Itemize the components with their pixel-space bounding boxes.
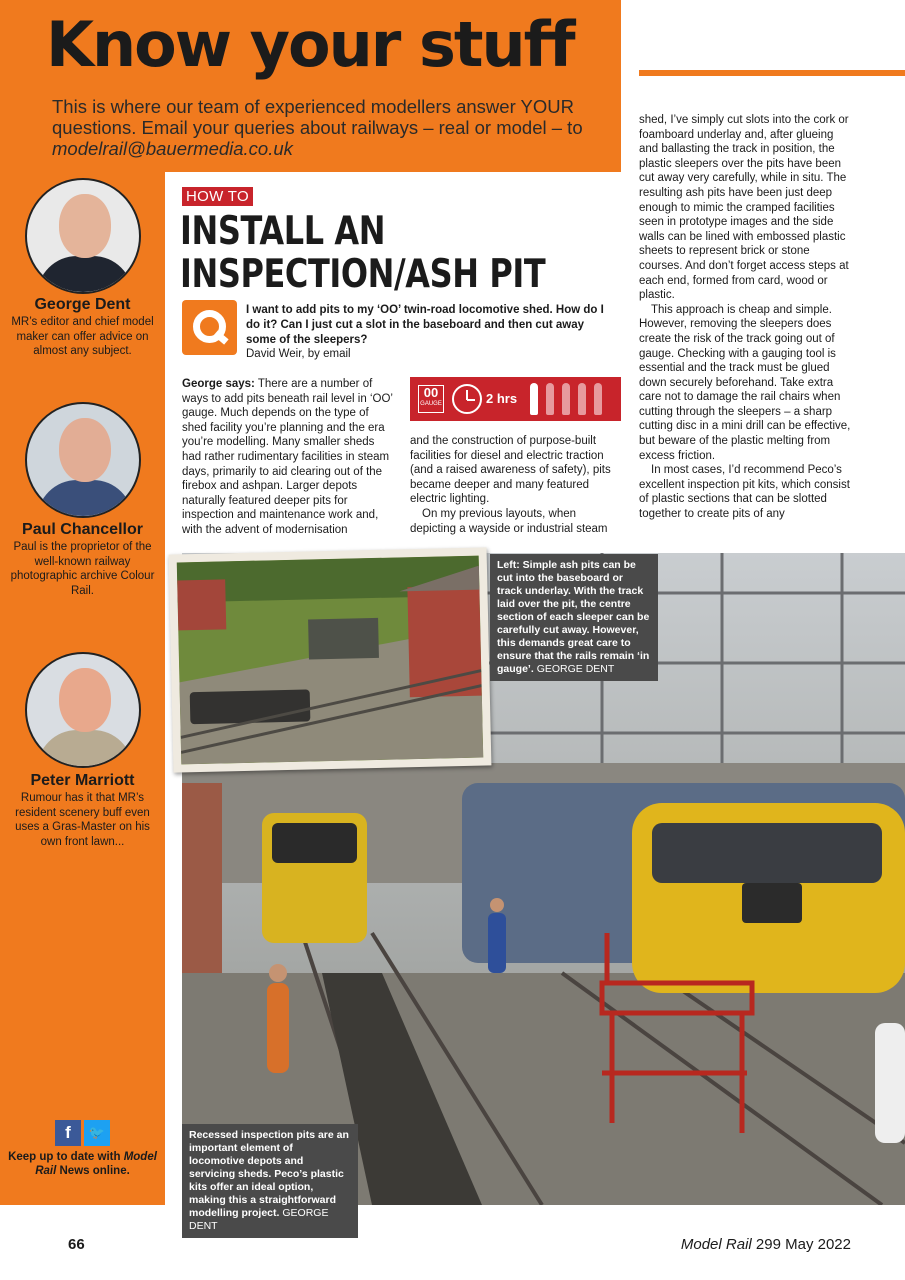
inset-photo-ash-pit xyxy=(169,547,492,772)
intro-lead: This is where our team of experienced modellers answer YOUR questions. Email your queries about railways – real or model – to xyxy=(52,96,583,138)
email-link[interactable]: modelrail@bauermedia.co.uk xyxy=(52,138,293,159)
twitter-icon[interactable]: 🐦 xyxy=(84,1120,110,1146)
question-icon xyxy=(182,300,237,355)
photo-caption-top: Left: Simple ash pits can be cut into the baseboard or track underlay. With the track laid over the pit, the centre section of each sleeper can be carefully cut away. However, this demands great care to ensure that the rails remain ‘in gauge’. GEORGE DENT xyxy=(490,554,658,681)
page-number: 66 xyxy=(68,1236,85,1253)
question-author: David Weir, by email xyxy=(246,348,351,360)
avatar xyxy=(25,402,141,518)
project-info-bar xyxy=(410,377,621,421)
photo-credit: GEORGE DENT xyxy=(189,1207,329,1232)
expert-bio: Paul is the proprietor of the well-known railway photographic archive Colour Rail. xyxy=(10,541,155,597)
expert-name: George Dent xyxy=(34,296,131,313)
article-headline: INSTALL AN INSPECTION/ASH PIT xyxy=(180,209,546,297)
article-column-3: shed, I’ve simply cut slots into the cork or foamboard underlay and, after glueing and ballasting the track in position, the plastic sleepers over the pits have been cut away very carefully, while in situ. The resulting ash pits have been just deep enough to mimic the cramped facilities seen in prototype images and the side walls can be lined with embossed plastic sheets to represent brick or stone courses. And don’t forget access steps at each end, formed from card, wood or plastic. This approach is cheap and simple. However, removing the sleepers does create the risk of the track going out of gauge. Checking with a gauging tool is essential and the track must be glued down securely beforehand. Take extra care not to damage the rail chairs when cutting through the sleepers – a sharp cutting disc in a mini drill can be effective, but beware of the plastic melting from excess friction. In most cases, I’d recommend Peco’s excellent inspection pit kits, which consist of plastic sections that can be slotted together to create pits of any xyxy=(639,114,851,521)
reader-question: I want to add pits to my ‘OO’ twin-road locomotive shed. How do I do it? Can I just cut a slot in the baseboard and then cut away some of the sleepers? xyxy=(246,304,604,346)
intro-text xyxy=(52,96,612,159)
avatar xyxy=(25,652,141,768)
section-label: HOW TO xyxy=(182,187,253,206)
avatar xyxy=(25,178,141,294)
folio: Model Rail 299 May 2022 xyxy=(680,1236,851,1253)
social-block xyxy=(0,1120,165,1178)
expert-name: Paul Chancellor xyxy=(22,521,143,538)
photo-credit: GEORGE DENT xyxy=(536,663,615,675)
expert-bio: MR’s editor and chief model maker can offer advice on almost any subject. xyxy=(11,316,154,357)
facebook-icon[interactable]: f xyxy=(55,1120,81,1146)
expert-george-dent xyxy=(0,178,165,359)
social-text: Keep up to date with Model Rail News online. xyxy=(8,1151,157,1177)
page-title: Know your stuff xyxy=(46,8,574,81)
header-banner xyxy=(0,0,621,172)
expert-bio: Rumour has it that MR’s resident scenery buff even uses a Gras-Master on his own front lawn... xyxy=(15,792,150,848)
experts-sidebar xyxy=(0,172,165,1205)
gauge-icon: 00 GAUGE xyxy=(418,385,444,413)
difficulty-tool-icon xyxy=(578,383,586,415)
difficulty-tool-icon xyxy=(594,383,602,415)
clock-icon xyxy=(452,384,482,414)
expert-peter-marriott xyxy=(0,652,165,849)
article-column-2: and the construction of purpose-built facilities for diesel and electric traction (and a raised awareness of safety), pits became deeper and many featured electric lighting. On my previous layouts, when depicting a wayside or industrial steam xyxy=(410,435,611,535)
photo-caption-bottom: Recessed inspection pits are an important element of locomotive depots and servicing sheds. Peco’s plastic kits offer an ideal option, making this a straightforward modelling project. GEORGE DENT xyxy=(182,1124,358,1238)
difficulty-tool-icon xyxy=(530,383,538,415)
answer-lead: George says: xyxy=(182,378,255,390)
article-column-1: George says: There are a number of ways to add pits beneath rail level in ‘OO’ gauge. Much depends on the type of shed facility you’re planning and the era you’re modelling. Many smaller sheds had rather rudimentary facilities in steam days, primarily to aid clearing out of the firebox and ashpan. Larger depots naturally featured deeper pits for inspection and maintenance work and, with the advent of modernisation xyxy=(182,378,393,536)
top-rule-divider xyxy=(639,70,905,76)
difficulty-tool-icon xyxy=(546,383,554,415)
expert-name: Peter Marriott xyxy=(30,772,135,789)
difficulty-tool-icon xyxy=(562,383,570,415)
time-estimate: 2 hrs xyxy=(486,391,518,406)
expert-paul-chancellor xyxy=(0,402,165,598)
